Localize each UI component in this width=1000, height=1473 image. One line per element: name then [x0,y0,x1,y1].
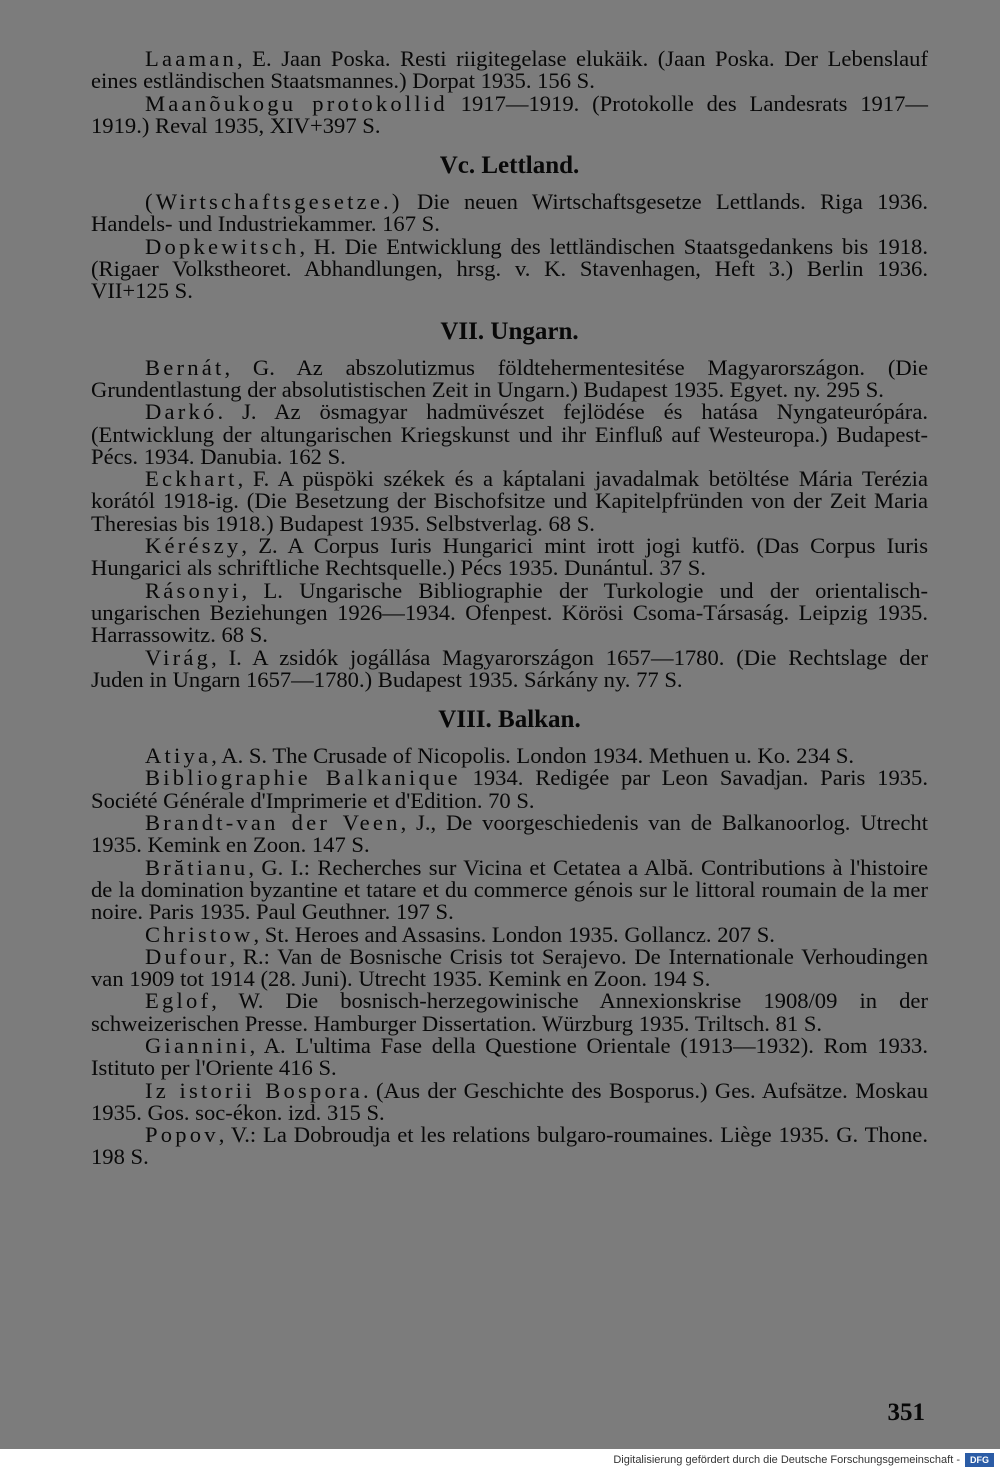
bibliography-entry [91,1077,928,1125]
entry-author: Brătianu [145,854,249,880]
entry-text: , I. A zsidók jogállása Magyarországon 1657—1780. (Die Rechtslage der Juden in Ungarn 1657—1780.) Budapest 1935. Sárkány ny. 77 S. [91,644,928,692]
entry-text: , E. Jaan Poska. Resti riigitegelase elukäik. (Jaan Poska. Der Lebenslauf eines estländischen Staatsmannes.) Dorpat 1935. 156 S. [91,46,928,94]
entry-author: Rásonyi [145,577,242,603]
bibliography-entry [91,48,928,93]
entry-author: Darkó [145,399,218,425]
entry-author: Popov [145,1122,219,1148]
footer-bar [0,1449,1000,1473]
bibliography-content [91,48,928,1169]
entry-text: , G. I.: Recherches sur Vicina et Cetatea a Albă. Contributions à l'histoire de la domination byzantine et tatare et du commerce génois sur le littoral roumain de la mer noire. Paris 1935. Paul Geuthner. 197 S. [91,854,928,925]
bibliography-entry [91,1124,928,1169]
bibliography-entry [91,191,928,236]
bibliography-entry [91,233,928,304]
entry-text: , R.: Van de Bosnische Crisis tot Serajevo. De Internationale Verhoudingen van 1909 tot 1914 (28. Juni). Utrecht 1935. Kemink en Zoon. 194 S. [91,943,928,992]
entry-text: , H. Die Entwicklung des lettländischen Staatsgedankens bis 1918. (Rigaer Volkstheoret. Abhandlungen, hrsg. v. K. Stavenhagen, Heft 3.) Berlin 1936. VII+125 S. [91,233,928,304]
section-heading-hungary: VII. Ungarn. [440,317,579,345]
entry-text: 1917—1919. (Protokolle des Landesrats 1917—1919.) Reval 1935, XIV+397 S. [91,90,928,138]
entry-author: Atiya [145,743,212,769]
bibliography-entry [91,644,928,692]
entry-author: Brandt-van der Veen [145,810,401,836]
entry-author: Giannini [145,1032,250,1058]
page-number: 351 [887,1399,925,1426]
entry-author: Dufour [145,943,230,969]
entry-text: Die neuen Wirtschaftsgesetze Lettlands. Riga 1936. Handels- und Industriekammer. 167 S. [91,189,928,237]
entry-author: Virág [145,644,212,670]
entry-text: , L. Ungarische Bibliographie der Turkologie und der orientalisch-ungarischen Beziehungen 1926—1934. Ofenpest. Körösi Csoma-Társaság. Leipzig 1935. Harrassowitz. 68 S. [91,577,928,648]
entry-text: , A. L'ultima Fase della Questione Orientale (1913—1932). Rom 1933. Istituto per l'Oriente 416 S. [91,1032,928,1081]
entry-text: 1934. Redigée par Leon Savadjan. Paris 1935. Société Générale d'Imprimerie et d'Edition. 70 S. [91,765,928,813]
section-heading-latvia: Vc. Lettland. [439,152,580,180]
entry-text: , G. Az abszolutizmus földtehermentesitése Magyarországon. (Die Grundentlastung der absolutistischen Zeit in Ungarn.) Budapest 1935. Egyet. ny. 295 S. [91,354,928,402]
entry-text: . (Aus der Geschichte des Bosporus.) Ges. Aufsätze. Moskau 1935. Gos. soc-ékon. izd. 315 S. [91,1077,928,1125]
entry-text: , W. Die bosnisch-herzegowinische Annexionskrise 1908/09 in der schweizerischen Presse. Hamburger Dissertation. Würzburg 1935. Triltsch. 81 S. [91,988,928,1036]
entry-author: Laaman [145,46,237,71]
entry-author: Christow [145,921,254,947]
entry-author: Bernát [145,354,225,380]
bibliography-entry [91,401,928,468]
footer-credit-text: Digitalisierung gefördert durch die Deutsche Forschungsgemeinschaft - [613,1454,960,1466]
entry-text: , A. S. The Crusade of Nicopolis. London 1934. Methuen u. Ko. 234 S. [211,743,855,769]
entry-text: , Z. A Corpus Iuris Hungarici mint irott jogi kutfö. (Das Corpus Iuris Hungarici als schriftliche Rechtsquelle.) Pécs 1935. Dunántul. 37 S. [91,533,928,581]
entry-text: , J., De voorgeschiedenis van de Balkanoorlog. Utrecht 1935. Kemink en Zoon. 147 S. [91,810,928,858]
bibliography-entry [91,767,928,812]
entry-text: , V.: La Dobroudja et les relations bulgaro-roumaines. Liège 1935. G. Thone. 198 S. [91,1122,928,1170]
entry-author: Dopkewitsch [145,233,300,259]
bibliography-entry [91,745,928,767]
bibliography-entry [91,943,928,992]
bibliography-entry [91,921,928,947]
entry-text: , F. A püspöki székek és a káptalani javadalmak betöltése Mária Terézia korától 1918-ig. (Die Besetzung der Bischofsitze und Kapitelpfründen von der Zeit Maria Theresias bis 1918.) Budapest 1935. Selbstverlag. 68 S. [91,466,928,536]
bibliography-entry [91,535,928,580]
bibliography-entry [91,812,928,857]
entry-author: Eglof [145,988,212,1014]
bibliography-entry [91,577,928,648]
section-heading-balkan: VIII. Balkan. [438,706,581,734]
entry-author: Eckhart [145,466,238,492]
entry-author: (Wirtschaftsgesetze.) [145,189,403,215]
entry-text: . J. Az ösmagyar hadmüvészet fejlödése és hatása Nyngateurópára. (Entwicklung der altungarischen Kriegskunst und ihr Einfluß auf Westeuropa.) Budapest-Pécs. 1934. Danubia. 162 S. [91,399,928,469]
dfg-logo-icon: DFG [965,1453,994,1467]
entry-author: Maanõukogu protokollid [145,90,448,116]
bibliography-entry [91,1032,928,1081]
entry-author: Bibliographie Balkanique [145,765,461,791]
entry-author: Iz istorii Bospora [145,1077,363,1103]
bibliography-entry [91,468,928,535]
bibliography-entry [91,854,928,925]
bibliography-entry [91,990,928,1035]
entry-text: , St. Heroes and Assasins. London 1935. Gollancz. 207 S. [253,921,775,947]
entry-author: Kérészy [145,533,242,559]
bibliography-entry [91,354,928,402]
bibliography-entry [91,90,928,138]
